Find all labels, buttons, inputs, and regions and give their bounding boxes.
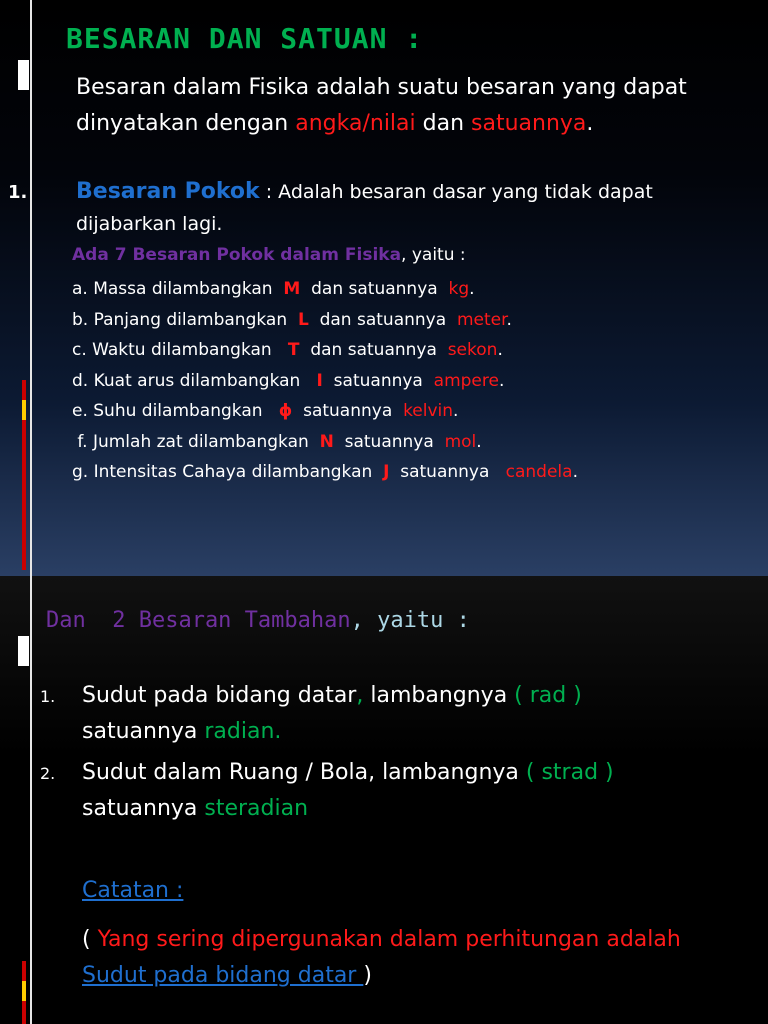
item-unit: sekon: [447, 340, 498, 360]
tambahan-title: [46, 608, 470, 633]
catatan-note: [82, 922, 742, 994]
item-symbol: J: [383, 462, 390, 482]
item-middle: satuannya: [333, 431, 445, 452]
pokok-count-rest: , yaitu :: [401, 245, 466, 265]
item-unit: meter: [456, 309, 507, 330]
item-prefix: b. Panjang dilambangkan: [72, 309, 298, 330]
note-red-text: Yang sering dipergunakan dalam perhitungan adalah: [97, 927, 681, 952]
section-number: 1.: [8, 182, 28, 203]
item1-symbol: ( rad ): [514, 683, 582, 708]
intro-text: Besaran dalam Fisika adalah suatu besaran yang dapat dinyatakan dengan: [76, 75, 687, 136]
item-end: .: [572, 462, 578, 482]
left-divider-line: [30, 0, 32, 576]
item-symbol: ɸ: [278, 401, 293, 421]
item-middle: dan satuannya: [308, 309, 457, 330]
left-marker-2b: [26, 636, 29, 666]
item-unit: mol: [444, 431, 477, 452]
besaran-pokok-list: [72, 274, 578, 488]
item1-name: Sudut pada bidang datar: [82, 683, 357, 708]
item2-unit: steradian: [204, 796, 309, 821]
item-symbol: I: [316, 370, 323, 391]
item1-comma: ,: [356, 683, 364, 708]
intro-highlight-angka: angka/nilai: [295, 111, 416, 136]
item-prefix: f. Jumlah zat dilambangkan: [72, 431, 320, 452]
intro-period: .: [586, 111, 594, 136]
item-prefix: e. Suhu dilambangkan: [72, 401, 279, 421]
intro-text-dan: dan: [415, 111, 472, 136]
pokok-count-line: [72, 245, 466, 265]
tambahan-title-rest: , yaitu :: [350, 608, 470, 633]
item-end: .: [498, 370, 505, 391]
left-accent-rail-2: [22, 961, 26, 1024]
item-unit: kg: [448, 279, 470, 299]
item-middle: satuannya: [322, 370, 434, 391]
item-unit: kelvin: [403, 401, 454, 421]
item1-satuan: satuannya: [82, 719, 205, 744]
left-divider-line-2: [30, 576, 32, 1024]
left-marker-top-2: [26, 60, 29, 90]
item-number-1: 1.: [40, 687, 56, 706]
item-symbol: L: [297, 309, 309, 330]
pokok-list-item: [72, 427, 578, 458]
slide-title: BESARAN DAN SATUAN :: [66, 22, 424, 55]
item-unit: candela: [505, 462, 573, 482]
item-end: .: [453, 401, 459, 421]
catatan-heading: Catatan :: [82, 878, 184, 903]
item-prefix: c. Waktu dilambangkan: [72, 340, 288, 360]
item1-unit: radian.: [204, 719, 282, 744]
pokok-list-item: [72, 366, 578, 397]
item-middle: satuannya: [389, 462, 506, 482]
tambahan-item-1: [82, 678, 742, 750]
item-symbol: T: [287, 340, 300, 360]
tambahan-item-2: [82, 755, 742, 827]
note-open-paren: (: [82, 927, 98, 952]
pokok-list-item: [72, 274, 578, 305]
item-number-2: 2.: [40, 764, 56, 783]
left-marker-top: [18, 60, 26, 90]
left-accent-rail: [22, 380, 26, 570]
item2-satuan: satuannya: [82, 796, 205, 821]
pokok-list-item: [72, 396, 578, 427]
item-middle: dan satuannya: [300, 279, 449, 299]
item-prefix: d. Kuat arus dilambangkan: [72, 370, 317, 391]
item-end: .: [476, 431, 482, 452]
section-besaran-pokok: [76, 176, 746, 240]
note-link[interactable]: Sudut pada bidang datar: [82, 963, 364, 988]
note-close-paren: ): [363, 963, 372, 988]
item2-comma: ,: [368, 760, 376, 785]
item2-lambang: lambangnya: [375, 760, 526, 785]
item-prefix: a. Massa dilambangkan: [72, 279, 284, 299]
item-middle: satuannya: [292, 401, 404, 421]
tambahan-title-purple: Dan 2 Besaran Tambahan: [46, 608, 351, 633]
item-end: .: [469, 279, 475, 299]
item-symbol: M: [283, 279, 301, 299]
left-marker-2: [18, 636, 26, 666]
pokok-list-item: [72, 457, 578, 488]
pokok-list-item: [72, 305, 578, 336]
item1-lambang: lambangnya: [363, 683, 515, 708]
section-definition: : Adalah besaran dasar yang tidak dapat dijabarkan lagi.: [76, 181, 653, 235]
item-end: .: [506, 309, 512, 330]
item-symbol: N: [319, 431, 334, 452]
pokok-count-bold: Ada 7 Besaran Pokok dalam Fisika: [72, 245, 402, 265]
item2-name: Sudut dalam Ruang / Bola: [82, 760, 369, 785]
intro-paragraph: [76, 70, 756, 142]
item-end: .: [497, 340, 503, 360]
section-heading: Besaran Pokok: [76, 179, 260, 204]
intro-highlight-satuan: satuannya: [471, 111, 587, 136]
item-prefix: g. Intensitas Cahaya dilambangkan: [72, 462, 384, 482]
item-middle: dan satuannya: [299, 340, 448, 360]
item-unit: ampere: [433, 370, 499, 391]
pokok-list-item: [72, 335, 578, 366]
item2-symbol: ( strad ): [525, 760, 614, 785]
